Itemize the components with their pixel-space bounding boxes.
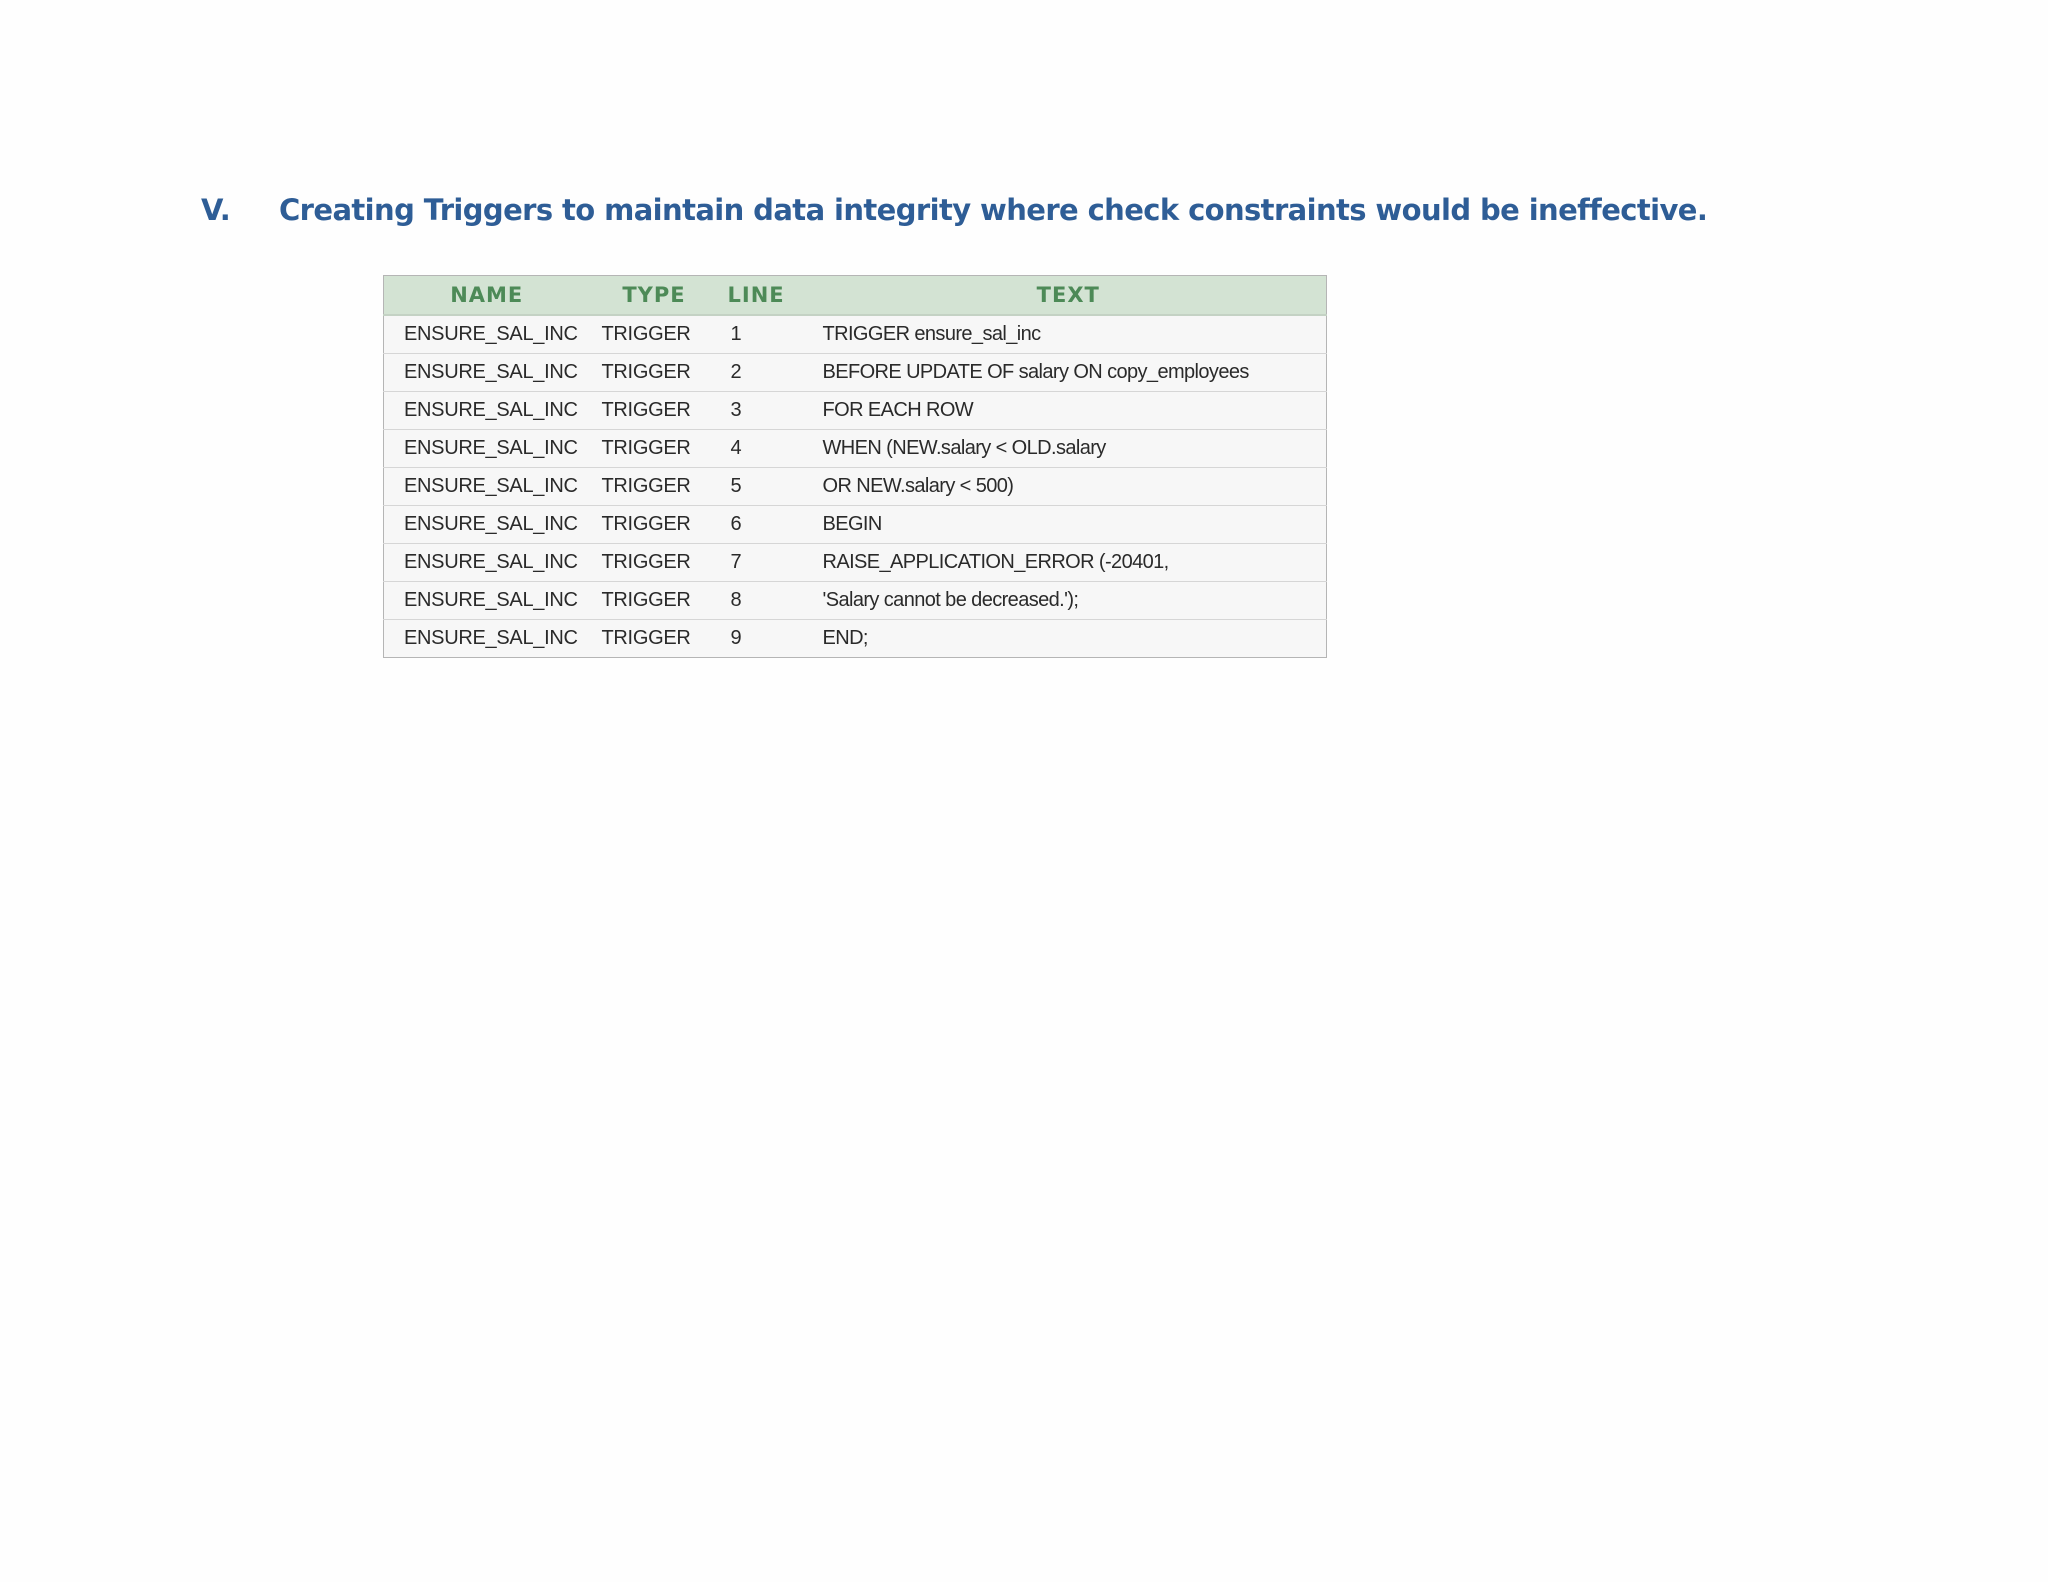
column-header-text: TEXT [811, 276, 1327, 316]
column-header-name: NAME [384, 276, 590, 316]
cell-text: FOR EACH ROW [811, 392, 1327, 430]
cell-name: ENSURE_SAL_INC [384, 315, 590, 354]
header-row [384, 276, 1327, 316]
table-row [384, 620, 1327, 658]
cell-type: TRIGGER [590, 582, 719, 620]
cell-text: BEFORE UPDATE OF salary ON copy_employees [811, 354, 1327, 392]
cell-text: END; [811, 620, 1327, 658]
column-header-line: LINE [719, 276, 811, 316]
cell-name: ENSURE_SAL_INC [384, 468, 590, 506]
cell-line: 5 [719, 468, 811, 506]
section-number: V. [201, 193, 231, 227]
cell-line: 1 [719, 315, 811, 354]
cell-line: 6 [719, 506, 811, 544]
table-row [384, 392, 1327, 430]
cell-name: ENSURE_SAL_INC [384, 582, 590, 620]
cell-name: ENSURE_SAL_INC [384, 506, 590, 544]
cell-text: RAISE_APPLICATION_ERROR (-20401, [811, 544, 1327, 582]
cell-line: 4 [719, 430, 811, 468]
table-row [384, 582, 1327, 620]
table-row [384, 430, 1327, 468]
cell-type: TRIGGER [590, 544, 719, 582]
cell-name: ENSURE_SAL_INC [384, 354, 590, 392]
cell-line: 3 [719, 392, 811, 430]
table-row [384, 544, 1327, 582]
cell-text: TRIGGER ensure_sal_inc [811, 315, 1327, 354]
cell-name: ENSURE_SAL_INC [384, 392, 590, 430]
cell-type: TRIGGER [590, 315, 719, 354]
section-title: Creating Triggers to maintain data integrity where check constraints would be ineffective. [279, 193, 1708, 227]
cell-line: 9 [719, 620, 811, 658]
table-header [384, 276, 1327, 316]
cell-line: 2 [719, 354, 811, 392]
cell-line: 7 [719, 544, 811, 582]
cell-text: BEGIN [811, 506, 1327, 544]
cell-type: TRIGGER [590, 430, 719, 468]
trigger-source-table [383, 275, 1327, 658]
cell-text: 'Salary cannot be decreased.'); [811, 582, 1327, 620]
cell-type: TRIGGER [590, 620, 719, 658]
cell-type: TRIGGER [590, 506, 719, 544]
cell-text: WHEN (NEW.salary < OLD.salary [811, 430, 1327, 468]
table-row [384, 354, 1327, 392]
cell-line: 8 [719, 582, 811, 620]
table-body [384, 315, 1327, 658]
table-row [384, 506, 1327, 544]
cell-name: ENSURE_SAL_INC [384, 620, 590, 658]
column-header-type: TYPE [590, 276, 719, 316]
cell-type: TRIGGER [590, 468, 719, 506]
section-heading [201, 186, 1707, 234]
cell-type: TRIGGER [590, 354, 719, 392]
cell-type: TRIGGER [590, 392, 719, 430]
cell-text: OR NEW.salary < 500) [811, 468, 1327, 506]
table-row [384, 468, 1327, 506]
cell-name: ENSURE_SAL_INC [384, 430, 590, 468]
cell-name: ENSURE_SAL_INC [384, 544, 590, 582]
table-row [384, 315, 1327, 354]
